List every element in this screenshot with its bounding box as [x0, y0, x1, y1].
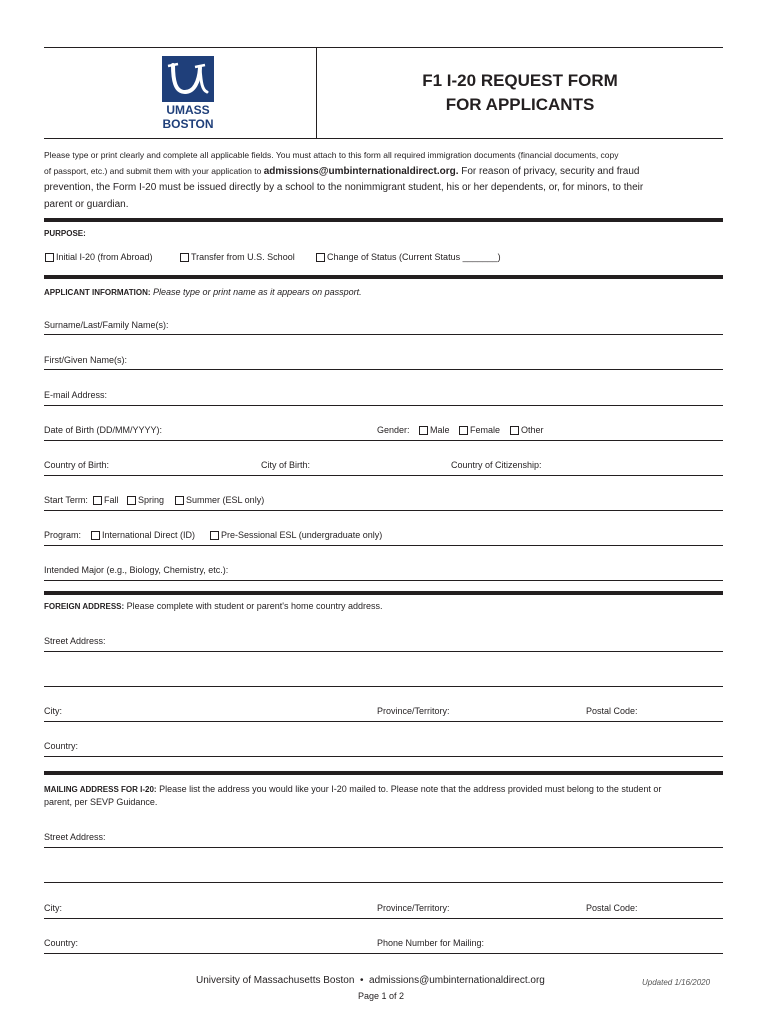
mailing-postal-label: Postal Code: [586, 903, 638, 913]
gender-male[interactable] [419, 425, 450, 436]
footer-page-number: Page 1 of 2 [358, 991, 405, 1001]
program-presessional[interactable] [210, 530, 382, 541]
applicant-heading: APPLICANT INFORMATION: [44, 288, 151, 297]
foreign-postal-label: Postal Code: [586, 706, 638, 716]
dob-label: Date of Birth (DD/MM/YYYY): [44, 425, 163, 435]
section-rule-foreign [44, 591, 723, 595]
term-summer-label: Summer (ESL only) [186, 495, 265, 505]
mailing-city-label: City: [44, 903, 62, 913]
first-name-field[interactable] [44, 369, 723, 370]
mailing-heading-row [44, 784, 661, 795]
footer-contact [196, 975, 545, 987]
footer-updated: Updated 1/16/2020 [642, 978, 711, 987]
citizenship-label: Country of Citizenship: [451, 460, 542, 470]
term-fall[interactable] [93, 495, 119, 506]
umass-u-icon [162, 56, 214, 102]
gender-female[interactable] [459, 425, 500, 436]
foreign-country-field[interactable] [44, 756, 723, 757]
foreign-province-label: Province/Territory: [377, 706, 450, 716]
intro-line2 [44, 166, 640, 177]
purpose-option-initial-label: Initial I-20 (from Abroad) [56, 252, 153, 262]
purpose-option-change-status[interactable] [316, 252, 501, 263]
mailing-street-field[interactable] [44, 847, 723, 848]
intro-line2-end: For reason of privacy, security and fraud [458, 166, 640, 177]
checkbox-other[interactable] [510, 426, 519, 435]
applicant-note: Please type or print name as it appears on passport. [153, 287, 362, 297]
header-divider [316, 47, 317, 138]
section-rule-mailing [44, 771, 723, 775]
header-top-rule [44, 47, 723, 48]
gender-female-label: Female [470, 425, 501, 435]
major-field[interactable] [44, 580, 723, 581]
program-international-direct[interactable] [91, 530, 195, 541]
surname-field[interactable] [44, 334, 723, 335]
intro-line2-start: of passport, etc.) and submit them with your application to [44, 166, 264, 176]
start-term-label: Start Term: [44, 495, 88, 505]
foreign-heading: FOREIGN ADDRESS: [44, 602, 125, 611]
mailing-note-line2: parent, per SEVP Guidance. [44, 797, 158, 807]
umass-logo-mark [162, 56, 214, 102]
gender-other-label: Other [521, 425, 544, 435]
email-field[interactable] [44, 405, 723, 406]
purpose-option-transfer-label: Transfer from U.S. School [191, 252, 295, 262]
checkbox-change-status[interactable] [316, 253, 325, 262]
gender-male-label: Male [430, 425, 450, 435]
foreign-city-field[interactable] [44, 721, 723, 722]
term-fall-label: Fall [104, 495, 119, 505]
checkbox-transfer[interactable] [180, 253, 189, 262]
gender-other[interactable] [510, 425, 544, 436]
dob-field[interactable] [44, 440, 723, 441]
checkbox-initial-i20[interactable] [45, 253, 54, 262]
intro-line3: prevention, the Form I-20 must be issued directly by a school to the nonimmigrant student, his or her dependents, or, for minors, to their [44, 182, 644, 193]
applicant-heading-row [44, 287, 362, 298]
footer-org: University of Massachusetts Boston [196, 975, 355, 986]
checkbox-spring[interactable] [127, 496, 136, 505]
form-title-line2: FOR APPLICANTS [445, 95, 595, 114]
mailing-phone-label: Phone Number for Mailing: [377, 938, 485, 948]
start-term-row [44, 495, 88, 506]
logo-text-boston: BOSTON [162, 117, 214, 131]
mailing-city-field[interactable] [44, 918, 723, 919]
country-of-birth-label: Country of Birth: [44, 460, 110, 470]
foreign-street-field[interactable] [44, 651, 723, 652]
term-spring-label: Spring [138, 495, 165, 505]
checkbox-fall[interactable] [93, 496, 102, 505]
purpose-option-change-status-label: Change of Status (Current Status _______) [327, 252, 501, 262]
mailing-country-label: Country: [44, 938, 79, 948]
footer-email: admissions@umbinternationaldirect.org [369, 975, 545, 986]
foreign-country-label: Country: [44, 741, 79, 751]
checkbox-international-direct[interactable] [91, 531, 100, 540]
logo-text-umass: UMASS [166, 103, 210, 117]
intro-email: admissions@umbinternationaldirect.org. [263, 166, 459, 177]
mailing-note-line1: Please list the address you would like your I-20 mailed to. Please note that the address provided must belong to the student or [159, 784, 662, 794]
header-bottom-rule [44, 138, 723, 139]
birth-citizenship-field[interactable] [44, 475, 723, 476]
section-rule-purpose [44, 218, 723, 222]
checkbox-female[interactable] [459, 426, 468, 435]
foreign-city-label: City: [44, 706, 62, 716]
section-rule-applicant [44, 275, 723, 279]
mailing-heading: MAILING ADDRESS FOR I-20: [44, 785, 157, 794]
mailing-street-field-2[interactable] [44, 882, 723, 883]
major-label: Intended Major (e.g., Biology, Chemistry, etc.): [44, 565, 229, 575]
program-label: Program: [44, 530, 82, 540]
purpose-heading: PURPOSE: [44, 229, 86, 238]
purpose-option-transfer[interactable] [180, 252, 295, 263]
program-international-direct-label: International Direct (ID) [102, 530, 196, 540]
start-term-rule [44, 510, 723, 511]
footer-bullet: • [359, 975, 364, 986]
mailing-province-label: Province/Territory: [377, 903, 450, 913]
city-of-birth-label: City of Birth: [261, 460, 311, 470]
program-presessional-label: Pre-Sessional ESL (undergraduate only) [221, 530, 383, 540]
gender-label: Gender: [377, 425, 410, 435]
checkbox-presessional-esl[interactable] [210, 531, 219, 540]
surname-label: Surname/Last/Family Name(s): [44, 320, 169, 330]
email-label: E-mail Address: [44, 390, 108, 400]
term-summer[interactable] [175, 495, 264, 506]
mailing-street-label: Street Address: [44, 832, 106, 842]
mailing-country-field[interactable] [44, 953, 723, 954]
foreign-heading-row [44, 601, 383, 612]
foreign-street-label: Street Address: [44, 636, 106, 646]
form-title-line1: F1 I-20 REQUEST FORM [422, 71, 618, 90]
intro-line1: Please type or print clearly and complete all applicable fields. You must attach to this form all required immigration documents (financial documents, copy [44, 150, 619, 160]
first-name-label: First/Given Name(s): [44, 355, 128, 365]
purpose-option-initial[interactable] [45, 252, 153, 263]
term-spring[interactable] [127, 495, 164, 506]
program-rule [44, 545, 723, 546]
checkbox-male[interactable] [419, 426, 428, 435]
foreign-street-field-2[interactable] [44, 686, 723, 687]
foreign-note: Please complete with student or parent's home country address. [126, 601, 383, 611]
checkbox-summer[interactable] [175, 496, 184, 505]
intro-line4: parent or guardian. [44, 199, 129, 210]
